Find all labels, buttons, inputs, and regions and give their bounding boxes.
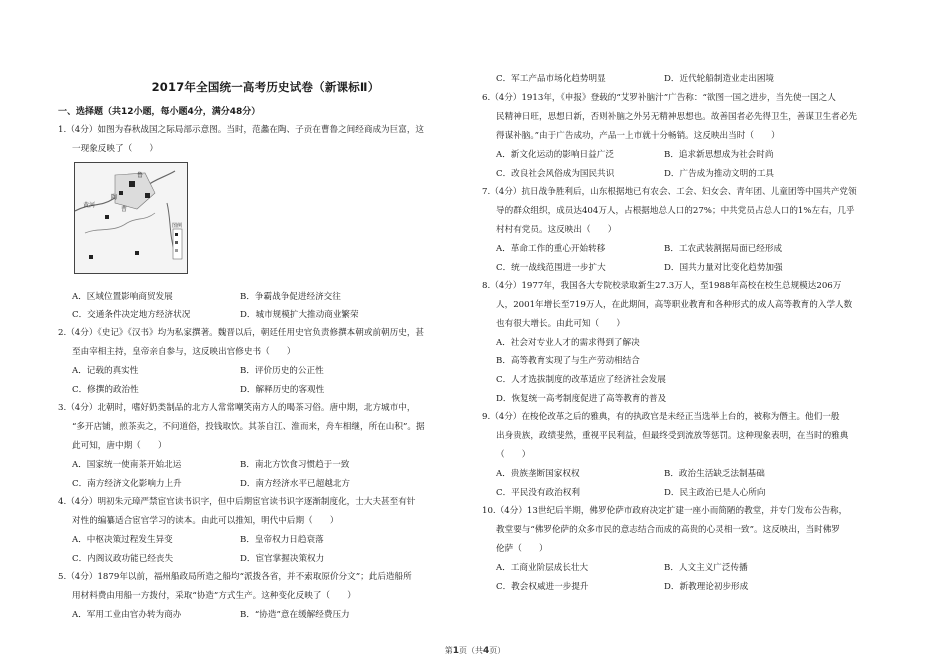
question-8-option-c-row — [496, 371, 826, 390]
question-9-option-b[interactable]: B．政治生活缺乏法制基础 — [664, 469, 765, 479]
map-label-huang: 黄河 — [83, 202, 96, 209]
footer-suffix: 页） — [489, 646, 506, 655]
question-3-options-row-2 — [72, 475, 408, 494]
question-7-options-row-1 — [496, 240, 832, 259]
question-7-line-2: 导的群众组织，成员达404万人，占根据地总人口的27%；中共党员占总人口的1%左右，几乎 — [496, 206, 855, 216]
question-9-line-2: 出身贵族，政绩斐然，重视平民利益，但最终受到流放等惩罚。这种现象表明，在当时的雅典 — [496, 431, 849, 441]
question-6-option-a[interactable]: A．新文化运动的影响日益广泛 — [496, 150, 614, 160]
question-9-option-a[interactable]: A．贵族垄断国家权权 — [496, 469, 580, 479]
question-1-option-b[interactable]: B．争霸战争促进经济交往 — [240, 292, 341, 302]
question-1-line-2: 一现象反映了（ ） — [72, 144, 158, 154]
question-10-options-row-2 — [496, 578, 832, 597]
map-label-legend: 图例 — [172, 223, 183, 229]
question-6-line-3: 得谋补脑。”由于广告成功，产品一上市就十分畅销。这反映出当时（ ） — [496, 131, 780, 141]
question-7-option-b[interactable]: B．工农武装割据局面已经形成 — [664, 244, 783, 254]
map-label-cao: 曹 — [121, 206, 128, 213]
question-7-line-3: 村村有党员。这反映出（ ） — [496, 225, 617, 235]
question-8-option-a[interactable]: A．社会对专业人才的需求得到了解决 — [496, 338, 640, 348]
question-5-line-2: 用材料费由用船一方拨付，采取“协造”方式生产。这种变化反映了（ ） — [72, 591, 356, 601]
footer-prefix: 第 — [444, 646, 453, 655]
question-1-option-a[interactable]: A．区域位置影响商贸发展 — [72, 292, 173, 302]
question-4-option-d[interactable]: D．宦官掌握决策权力 — [240, 554, 325, 564]
question-1-line-1: 1.（4分）如图为春秋战国之际局部示意图。当时，范蠡在陶、子贡在曹鲁之间经商成为巨富，这 — [58, 125, 425, 135]
question-4-option-c[interactable]: C．内阁议政功能已经丧失 — [72, 554, 174, 564]
question-2 — [58, 324, 473, 362]
question-3-option-b[interactable]: B．南北方饮食习惯趋于一致 — [240, 460, 350, 470]
question-1-options-row-1 — [72, 288, 408, 307]
question-3-option-a[interactable]: A．国家统一使南茶开始北运 — [72, 460, 182, 470]
map-figure — [74, 162, 188, 274]
question-4-option-a[interactable]: A．中枢决策过程发生异变 — [72, 535, 173, 545]
question-5-option-a[interactable]: A．军用工业由官办转为商办 — [72, 610, 182, 620]
question-4-line-2: 对性的编纂适合宦官学习的读本。由此可以推知，明代中后期（ ） — [72, 516, 339, 526]
question-7-line-1: 7.（4分）抗日战争胜利后，山东根据地已有农会、工会、妇女会、青年团、儿童团等中国共产党领 — [482, 187, 857, 197]
question-9-option-c[interactable]: C．平民没有政治权利 — [496, 488, 580, 498]
map-label-tao: 陶 — [111, 194, 118, 201]
question-1 — [58, 121, 473, 159]
question-8-option-b[interactable]: B．高等教育实现了与生产劳动相结合 — [496, 356, 640, 366]
question-6-option-b[interactable]: B．追求新思想成为社会时尚 — [664, 150, 774, 160]
page-footer — [0, 645, 950, 656]
question-5-option-c[interactable]: C．军工产品市场化趋势明显 — [496, 74, 606, 84]
question-9-option-d[interactable]: D．民主政治已是人心所向 — [664, 488, 766, 498]
question-7-options-row-2 — [496, 259, 832, 278]
question-2-options-row-2 — [72, 381, 408, 400]
question-9 — [482, 408, 897, 465]
question-4 — [58, 493, 473, 531]
question-5-line-1: 5.（4分）1879年以前，福州船政局所造之船均“派拨各省，并不索取原价分文”；此后造船所 — [58, 572, 412, 582]
question-1-option-c[interactable]: C．交通条件决定地方经济状况 — [72, 310, 191, 320]
question-5-option-d[interactable]: D．近代轮船制造业走出困境 — [664, 74, 775, 84]
question-8-option-d[interactable]: D．恢复统一高考制度促进了高等教育的普及 — [496, 394, 667, 404]
question-6-option-d[interactable]: D．广告成为推动文明的工具 — [664, 169, 775, 179]
question-2-option-c[interactable]: C．修撰的政治性 — [72, 385, 139, 395]
question-10-options-row-1 — [496, 559, 832, 578]
question-10-line-3: 伦萨（ ） — [496, 544, 548, 554]
question-10-option-c[interactable]: C．教会权威进一步提升 — [496, 582, 589, 592]
question-9-options-row-1 — [496, 465, 832, 484]
question-3 — [58, 399, 473, 456]
question-10 — [482, 502, 897, 559]
question-4-options-row-1 — [72, 531, 408, 550]
question-5-options-row-1 — [72, 606, 408, 625]
question-8-option-b-row — [496, 352, 826, 371]
question-5-option-b[interactable]: B．“协造”意在缓解经费压力 — [240, 610, 350, 620]
question-6-line-1: 6.（4分）1913年，《申报》登载的“艾罗补脑汁”广告称：“欲图一国之进步，当先使一国之人 — [482, 93, 836, 103]
question-2-line-2: 至由宰相主持，皇帝亲自参与，这反映出官修史书（ ） — [72, 347, 296, 357]
question-6-options-row-1 — [496, 146, 832, 165]
question-10-line-1: 10.（4分）13世纪后半期，佛罗伦萨市政府决定扩建一座小而简陋的教堂，并专门发布公告称， — [482, 506, 848, 516]
question-2-option-d[interactable]: D．解释历史的客观性 — [240, 385, 325, 395]
question-3-option-c[interactable]: C．南方经济文化影响力上升 — [72, 479, 182, 489]
question-3-option-d[interactable]: D．南方经济水平已超越北方 — [240, 479, 351, 489]
question-10-option-b[interactable]: B．人文主义广泛传播 — [664, 563, 748, 573]
question-8-option-a-row — [496, 334, 826, 353]
footer-middle: 页（共 — [459, 646, 483, 655]
footer-page-number: 1 — [452, 646, 459, 656]
question-7-option-a[interactable]: A．革命工作的重心开始转移 — [496, 244, 606, 254]
question-4-line-1: 4.（4分）明初朱元璋严禁宦官读书识字，但中后期宦官读书识字逐渐制度化，士大夫甚至有针 — [58, 497, 416, 507]
question-6-line-2: 民精神日旺，思想日新，否则补脑之外另无精神思想也。故善国者必先得卫生，善谋卫生者必先 — [496, 112, 857, 122]
question-8-option-c[interactable]: C．人才选拔制度的改革适应了经济社会发展 — [496, 375, 666, 385]
question-2-options-row-1 — [72, 362, 408, 381]
question-5 — [58, 568, 473, 606]
map-drawing — [75, 163, 187, 273]
question-3-line-2: “多开店铺，煎茶卖之，不问道俗，投钱取饮。其茶自江、淮而来，舟车相继，所在山积”。据 — [72, 422, 425, 432]
question-4-option-b[interactable]: B．皇帝权力日趋衰落 — [240, 535, 324, 545]
question-5-options-row-2 — [496, 70, 832, 89]
question-6 — [482, 89, 897, 146]
map-label-lu: 鲁 — [137, 172, 144, 179]
question-4-options-row-2 — [72, 550, 408, 569]
question-9-options-row-2 — [496, 484, 832, 503]
question-2-line-1: 2.（4分）《史记》《汉书》均为私家撰著。魏晋以后，朝廷任用史官负责修撰本朝或前朝历史，甚 — [58, 328, 425, 338]
question-10-option-a[interactable]: A．工商业阶层成长壮大 — [496, 563, 589, 573]
question-3-line-3: 此可知，唐中期（ ） — [72, 441, 167, 451]
question-2-option-b[interactable]: B．评价历史的公正性 — [240, 366, 324, 376]
question-3-line-1: 3.（4分）北朝时，嗜好奶类制品的北方人常常嘲笑南方人的喝茶习俗。唐中期，北方城市中， — [58, 403, 416, 413]
question-7 — [482, 183, 897, 240]
section-heading: 一、选择题（共12小题，每小题4分，满分48分） — [58, 107, 261, 117]
question-1-option-d[interactable]: D．城市规模扩大推动商业繁荣 — [240, 310, 359, 320]
question-9-line-3: （ ） — [496, 450, 531, 460]
question-7-option-c[interactable]: C．统一战线范围进一步扩大 — [496, 263, 606, 273]
page-title: 2017年全国统一高考历史试卷（新课标Ⅱ） — [151, 80, 380, 94]
question-2-option-a[interactable]: A．记载的真实性 — [72, 366, 139, 376]
footer-total-pages: 4 — [483, 646, 490, 656]
question-8-line-3: 也有很大增长。由此可知（ ） — [496, 319, 625, 329]
question-3-options-row-1 — [72, 456, 408, 475]
question-1-options-row-2 — [72, 306, 408, 325]
question-8 — [482, 277, 897, 334]
question-6-options-row-2 — [496, 165, 832, 184]
question-8-option-d-row — [496, 390, 826, 409]
question-10-line-2: 教堂要与“佛罗伦萨的众多市民的意志结合而成的高贵的心灵相一致”。这反映出，当时佛罗 — [496, 525, 840, 535]
question-9-line-1: 9.（4分）在梭伦改革之后的雅典，有的执政官是未经正当选举上台的，被称为僭主。他们一般 — [482, 412, 840, 422]
question-10-option-d[interactable]: D．新教理论初步形成 — [664, 582, 749, 592]
question-6-option-c[interactable]: C．改良社会风俗成为国民共识 — [496, 169, 615, 179]
question-8-line-1: 8.（4分）1977年，我国各大专院校录取新生27.3万人，至1988年高校在校生总规模达206万 — [482, 281, 842, 291]
question-8-line-2: 人，2001年增长至719万人，在此期间，高等职业教育和各种形式的成人高等教育的入学人数 — [496, 300, 853, 310]
question-7-option-d[interactable]: D．国共力量对比变化趋势加强 — [664, 263, 783, 273]
